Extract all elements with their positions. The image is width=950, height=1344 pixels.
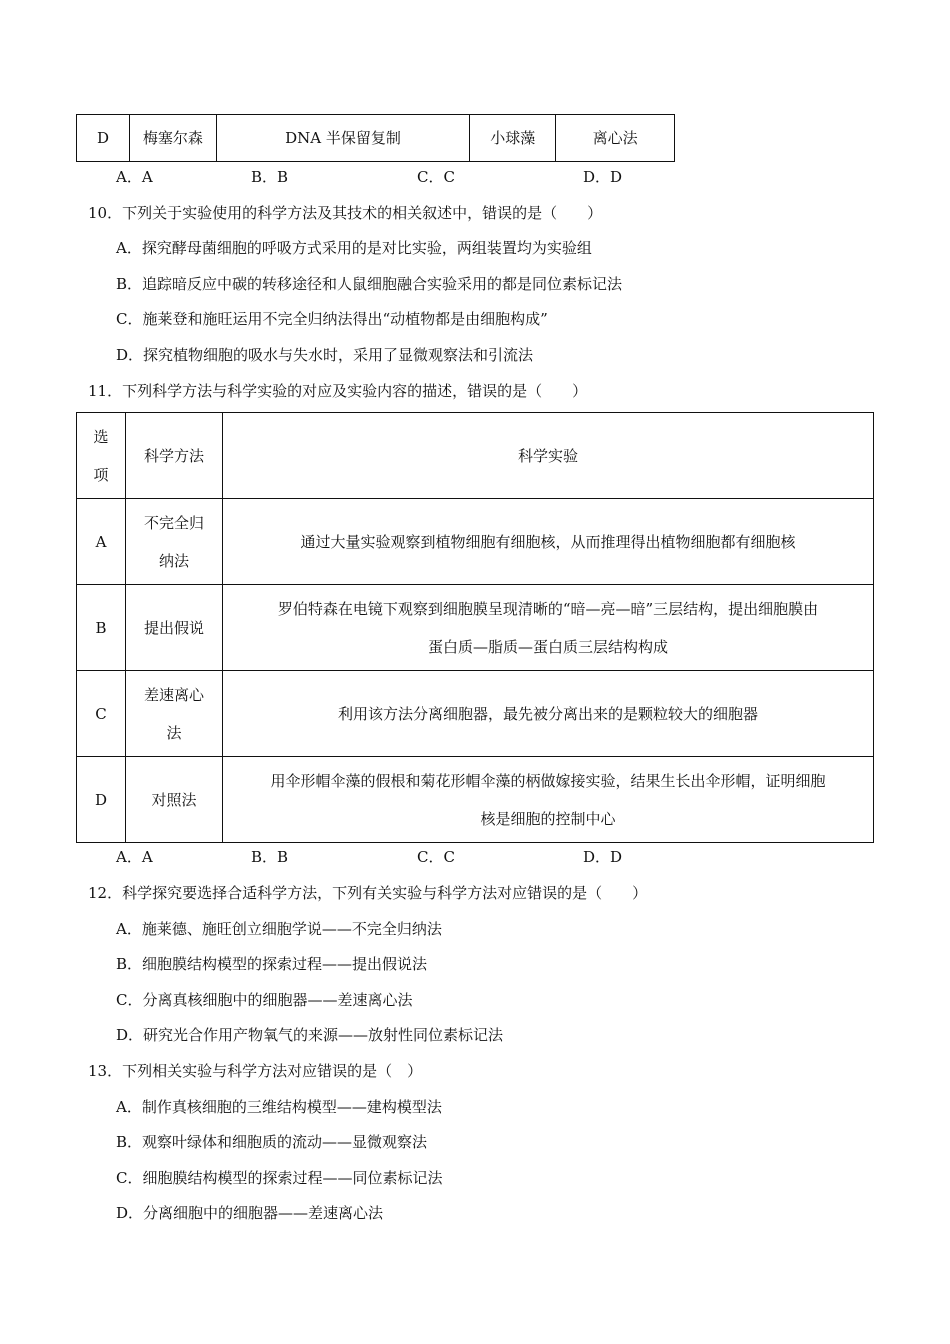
cell-experiment: 利用该方法分离细胞器，最先被分离出来的是颗粒较大的细胞器 xyxy=(223,671,874,757)
q10-option-a: A．探究酵母菌细胞的呼吸方式采用的是对比实验，两组装置均为实验组 xyxy=(116,239,592,257)
choice-d: D．D xyxy=(583,168,623,186)
table-row xyxy=(77,499,874,585)
q10-option-d: D．探究植物细胞的吸水与失水时，采用了显微观察法和引流法 xyxy=(116,346,534,364)
table-row xyxy=(77,585,874,671)
header-experiment: 科学实验 xyxy=(223,413,874,499)
q12-option-c: C．分离真核细胞中的细胞器——差速离心法 xyxy=(116,991,413,1009)
q12-option-b: B．细胞膜结构模型的探索过程——提出假说法 xyxy=(116,955,428,973)
cell-scientist: 梅塞尔森 xyxy=(129,115,216,162)
cell-experiment: 用伞形帽伞藻的假根和菊花形帽伞藻的柄做嫁接实验，结果生长出伞形帽，证明细胞 核是细胞的控制中心 xyxy=(223,757,874,843)
q12-option-d: D．研究光合作用产物氧气的来源——放射性同位素标记法 xyxy=(116,1026,504,1044)
question-12-stem: 12．科学探究要选择合适科学方法，下列有关实验与科学方法对应错误的是（ ） xyxy=(88,884,648,902)
cell-method: 提出假说 xyxy=(126,585,223,671)
table-row xyxy=(77,671,874,757)
cell-option: B xyxy=(77,585,126,671)
choice-b: B．B xyxy=(251,848,289,866)
q13-option-d: D．分离细胞中的细胞器——差速离心法 xyxy=(116,1204,384,1222)
q12-option-a: A．施莱德、施旺创立细胞学说——不完全归纳法 xyxy=(116,920,442,938)
choice-a: A．A xyxy=(116,168,153,186)
choice-d: D．D xyxy=(583,848,623,866)
cell-experiment: DNA 半保留复制 xyxy=(216,115,470,162)
table-row xyxy=(77,115,675,162)
q10-option-b: B．追踪暗反应中碳的转移途径和人鼠细胞融合实验采用的都是同位素标记法 xyxy=(116,275,623,293)
choice-a: A．A xyxy=(116,848,153,866)
cell-experiment: 罗伯特森在电镜下观察到细胞膜呈现清晰的“暗—亮—暗”三层结构，提出细胞膜由 蛋白质—脂质—蛋白质三层结构构成 xyxy=(223,585,874,671)
cell-method: 对照法 xyxy=(126,757,223,843)
q13-option-c: C．细胞膜结构模型的探索过程——同位素标记法 xyxy=(116,1169,443,1187)
cell-material: 小球藻 xyxy=(470,115,556,162)
header-method: 科学方法 xyxy=(126,413,223,499)
table-header-row xyxy=(77,413,874,499)
cell-method: 不完全归 纳法 xyxy=(126,499,223,585)
question-10-stem: 10．下列关于实验使用的科学方法及其技术的相关叙述中，错误的是（ ） xyxy=(88,204,603,222)
table-q11 xyxy=(76,412,874,843)
choice-c: C．C xyxy=(417,168,455,186)
cell-option: D xyxy=(77,115,130,162)
table-row xyxy=(77,757,874,843)
q13-option-a: A．制作真核细胞的三维结构模型——建构模型法 xyxy=(116,1098,442,1116)
cell-option: C xyxy=(77,671,126,757)
question-11-stem: 11．下列科学方法与科学实验的对应及实验内容的描述，错误的是（ ） xyxy=(88,382,588,400)
cell-method: 差速离心 法 xyxy=(126,671,223,757)
header-option: 选 项 xyxy=(77,413,126,499)
q10-option-c: C．施莱登和施旺运用不完全归纳法得出“动植物都是由细胞构成” xyxy=(116,310,548,328)
choice-b: B．B xyxy=(251,168,289,186)
cell-option: D xyxy=(77,757,126,843)
choice-c: C．C xyxy=(417,848,455,866)
q13-option-b: B．观察叶绿体和细胞质的流动——显微观察法 xyxy=(116,1133,428,1151)
cell-experiment: 通过大量实验观察到植物细胞有细胞核，从而推理得出植物细胞都有细胞核 xyxy=(223,499,874,585)
question-13-stem: 13．下列相关实验与科学方法对应错误的是（ ） xyxy=(88,1062,423,1080)
cell-method: 离心法 xyxy=(556,115,675,162)
cell-option: A xyxy=(77,499,126,585)
table-q9-continued xyxy=(76,114,675,162)
